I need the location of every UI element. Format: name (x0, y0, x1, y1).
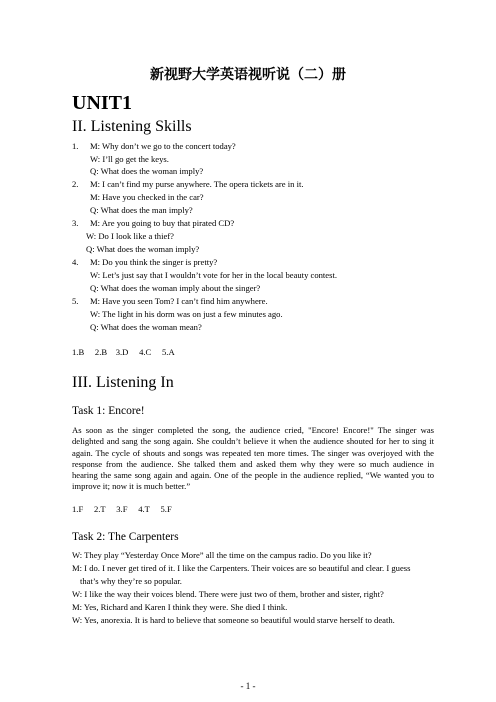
dialogue-line: W: Yes, anorexia. It is hard to believe that someone so beautiful would starve herself to death. (72, 615, 395, 625)
document-title: 新视野大学英语视听说（二）册 (150, 67, 346, 83)
unit-heading: UNIT1 (72, 92, 133, 114)
item-number: 3. (72, 218, 79, 228)
dialogue-line: W: I like the way their voices blend. There were just two of them, brother and sister, right? (72, 589, 384, 599)
list-item-line: M: Have you checked in the car? (90, 192, 204, 202)
list-item-line: W: I’ll go get the keys. (90, 154, 169, 164)
dialogue-line: W: They play “Yesterday Once More” all the time on the campus radio. Do you like it? (72, 550, 372, 560)
list-item: 1. M: Why don’t we go to the concert today? (72, 141, 236, 151)
page-number: - 1 - (240, 681, 256, 691)
item-number: 5. (72, 296, 79, 306)
item-number: 4. (72, 257, 79, 267)
list-item-line: W: Do I look like a thief? (86, 231, 174, 241)
dialogue-line: M: I do. I never get tired of it. I like the Carpenters. Their voices are so beautiful and clear. I guess (72, 563, 411, 573)
section-heading-listening-skills: II. Listening Skills (72, 118, 192, 135)
list-item-line: Q: What does the woman imply? (86, 244, 200, 254)
answer-key: 1.B 2.B 3.D 4.C 5.A (72, 347, 175, 357)
list-item: 2. M: I can’t find my purse anywhere. The opera tickets are in it. (72, 179, 304, 189)
list-item-line: Q: What does the woman imply about the singer? (90, 283, 261, 293)
dialogue-line: M: Yes, Richard and Karen I think they were. She died I think. (72, 602, 288, 612)
list-item-line: Q: What does the man imply? (90, 205, 193, 215)
list-item-line: W: Let’s just say that I wouldn’t vote for her in the local beauty contest. (90, 270, 338, 280)
list-item: 5. M: Have you seen Tom? I can’t find him anywhere. (72, 296, 268, 306)
list-item-line: Q: What does the woman mean? (90, 322, 202, 332)
task-passage: As soon as the singer completed the song, the audience cried, "Encore! Encore!" The singer was delighted and sang the song again. She couldn’t believe it when the audience shouted for her to sing it again. The cycle of shouts and songs was repeated ten more times. The singer was overjoyed with the response from the audience. She talked them and asked them why they were so much audience in hearing the same song again and again. One of the people in the audience replied, “We wanted you to improve it; now it is much better.” (72, 425, 434, 492)
item-number: 2. (72, 179, 79, 189)
task-title: Task 1: Encore! (72, 405, 145, 417)
list-item: 4. M: Do you think the singer is pretty? (72, 257, 218, 267)
section-heading-listening-in: III. Listening In (72, 374, 174, 391)
item-number: 1. (72, 141, 79, 151)
task-title: Task 2: The Carpenters (72, 531, 179, 543)
list-item: 3. M: Are you going to buy that pirated CD? (72, 218, 235, 228)
list-item-line: W: The light in his dorm was on just a few minutes ago. (90, 309, 283, 319)
list-item-line: Q: What does the woman imply? (90, 166, 204, 176)
dialogue-line: that’s why they’re so popular. (80, 576, 182, 586)
answer-key: 1.F 2.T 3.F 4.T 5.F (72, 504, 172, 514)
